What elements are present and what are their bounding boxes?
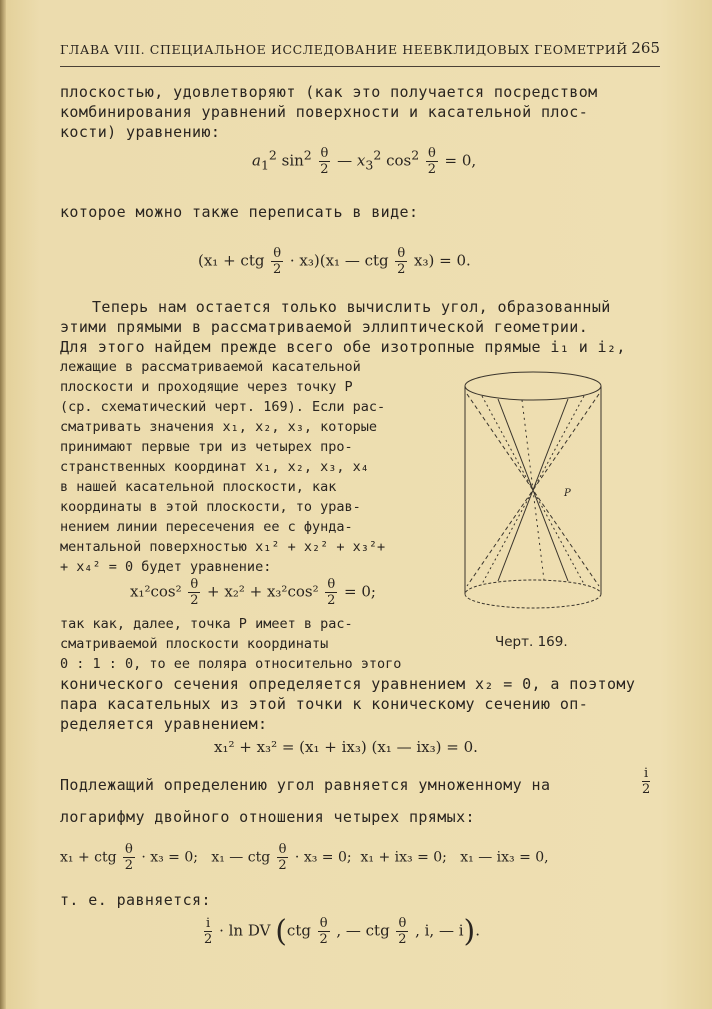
equation-1: $a_1^2$ $\sin^2$ $\frac{\theta}{2}$ — $x_3^2$ $\cos^2$ $\frac{\theta}{2}$ = 0, [252, 146, 477, 177]
equation-5: x₁ + ctg $\frac{\theta}{2}$ · x₃ = 0; x₁ — ctg $\frac{\theta}{2}$ · x₃ = 0; x₁ + ix₃ = 0; x₁ — ix₃ = 0, [60, 842, 549, 873]
text-line: логарифму двойного отношения четырех прямых: [60, 808, 475, 826]
text-line: (ср. схематический черт. 169). Если рас- [60, 399, 386, 415]
page-number: 265 [631, 39, 660, 57]
header-rule [60, 66, 660, 67]
text-line: нением линии пересечения ее с фунда- [60, 519, 353, 535]
point-p-label: P [564, 488, 571, 499]
text-line: плоскостью, удовлетворяют (как это получается посредством [60, 83, 598, 101]
running-header [60, 39, 660, 57]
figure-caption: Черт. 169. [495, 634, 568, 650]
equation-4: x₁² + x₃² = (x₁ + ix₃) (x₁ — ix₃) = 0. [214, 738, 478, 756]
page-edge [0, 0, 6, 1009]
text-line: так как, далее, точка P имеет в рас- [60, 616, 353, 632]
text-line: странственных координат x₁, x₂, x₃, x₄ [60, 459, 369, 475]
cone-figure [462, 366, 604, 616]
text-line: этими прямыми в рассматриваемой эллиптической геометрии. [60, 318, 589, 336]
fraction-i-over-2: $\frac{i}{2}$ [642, 766, 651, 797]
text-line: сматривать значения x₁, x₂, x₃, которые [60, 419, 377, 435]
text-line: + x₄² = 0 будет уравнение: [60, 559, 272, 575]
text-line: конического сечения определяется уравнением x₂ = 0, а поэтому [60, 675, 636, 693]
text-line: ментальной поверхностью x₁² + x₂² + x₃²+ [60, 539, 386, 555]
text-line: принимают первые три из четырех про- [60, 439, 353, 455]
text-line: лежащие в рассматриваемой касательной [60, 359, 361, 375]
text-line: в нашей касательной плоскости, как [60, 479, 337, 495]
text-line: плоскости и проходящие через точку P [60, 379, 353, 395]
equation-3: x₁²cos² $\frac{\theta}{2}$ + x₂² + x₃²cos² $\frac{\theta}{2}$ = 0; [130, 577, 376, 608]
text-line: Теперь нам остается только вычислить угол, образованный [92, 298, 611, 316]
text-line: координаты в этой плоскости, то урав- [60, 499, 361, 515]
text-line: кости) уравнению: [60, 123, 221, 141]
text-line: т. е. равняется: [60, 891, 211, 909]
cone-top-ellipse [465, 372, 601, 400]
text-line: сматриваемой плоскости координаты [60, 636, 329, 652]
text-line: Подлежащий определению угол равняется умноженному на [60, 776, 551, 794]
equation-6: $\frac{i}{2}$ · ln DV (ctg $\frac{\theta}{2}$ , — ctg $\frac{\theta}{2}$ , i, — i). [204, 914, 481, 949]
text-line: ределяется уравнением: [60, 715, 268, 733]
text-line: Для этого найдем прежде всего обе изотропные прямые i₁ и i₂, [60, 338, 626, 356]
text-line: пара касательных из этой точки к коническому сечению оп- [60, 695, 589, 713]
text-line: которое можно также переписать в виде: [60, 203, 419, 221]
text-line: комбинирования уравнений поверхности и касательной плос- [60, 103, 589, 121]
running-head-text: ГЛАВА VIII. СПЕЦИАЛЬНОЕ ИССЛЕДОВАНИЕ НЕЕВКЛИДОВЫХ ГЕОМЕТРИЙ [60, 42, 628, 57]
equation-2: (x₁ + ctg $\frac{\theta}{2}$ · x₃)(x₁ — ctg $\frac{\theta}{2}$ x₃) = 0. [198, 246, 471, 277]
generator-line [522, 400, 544, 580]
text-line: 0 : 1 : 0, то ее поляра относительно этого [60, 656, 402, 672]
cone-bottom-ellipse [465, 580, 601, 608]
